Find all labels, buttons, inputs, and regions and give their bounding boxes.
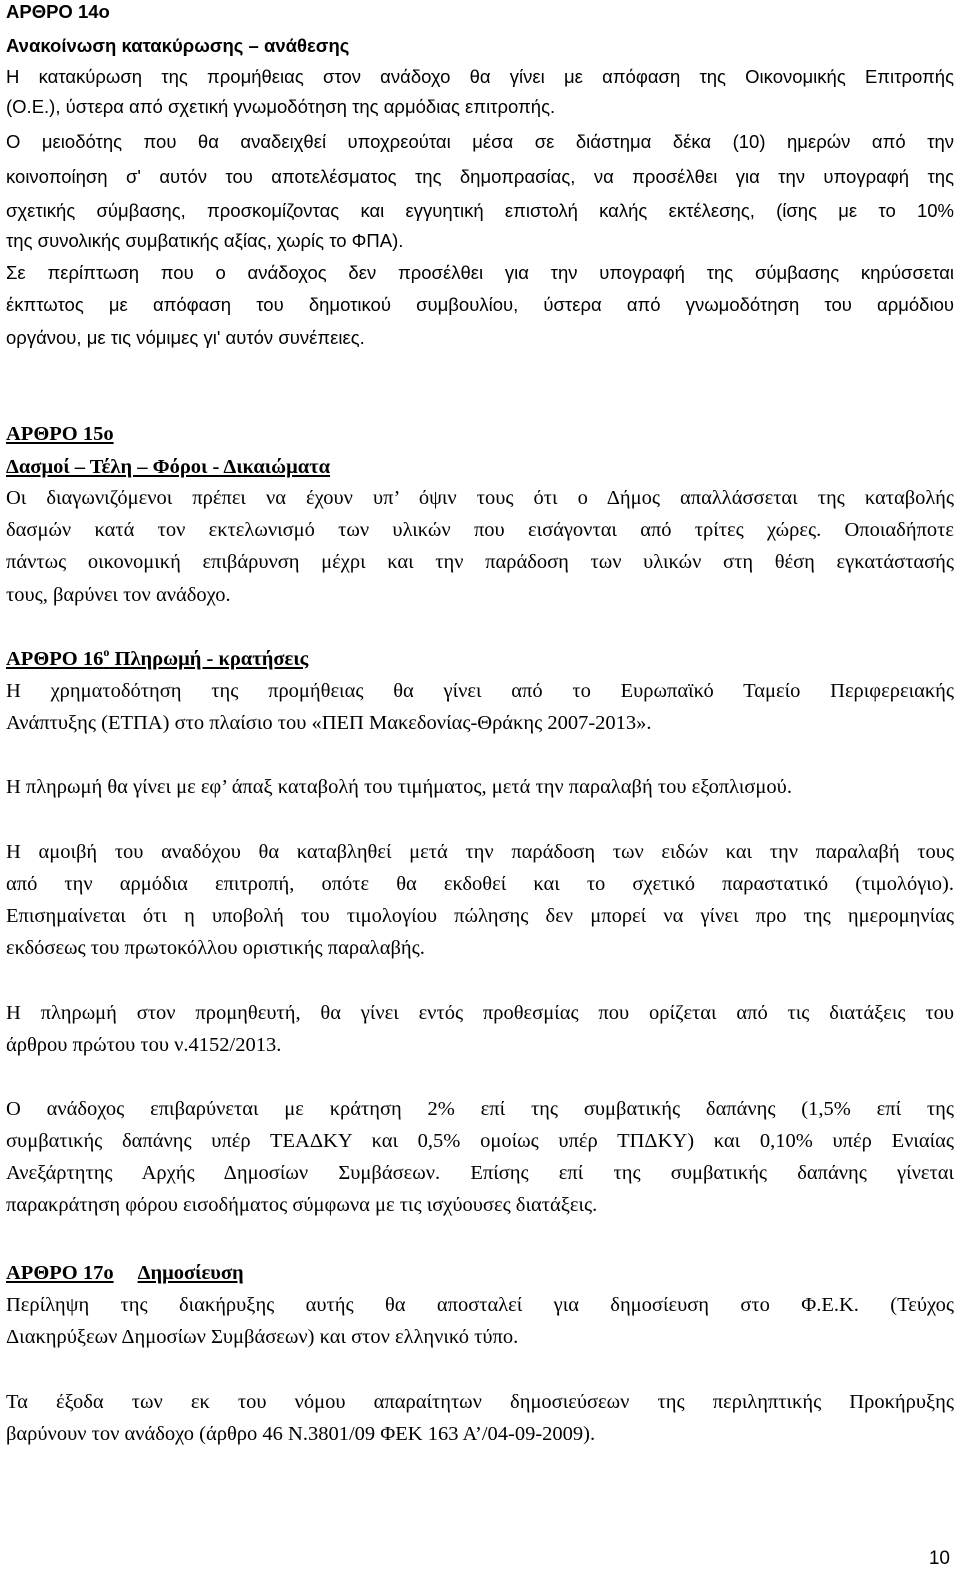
article-17-p2-line: Τα έξοδα των εκ του νόμου απαραίτητων δημοσιεύσεων της περιληπτικής Προκήρυξης bbox=[6, 1391, 954, 1413]
article-16-p3-line: εκδόσεως του πρωτοκόλλου οριστικής παραλαβής. bbox=[6, 937, 425, 959]
article-14-p1-line: Η κατακύρωση της προμήθειας στον ανάδοχο θα γίνει με απόφαση της Οικονομικής Επιτροπής bbox=[6, 66, 954, 87]
article-17-heading bbox=[6, 1262, 244, 1285]
article-15-p1-line: τους, βαρύνει τον ανάδοχο. bbox=[6, 584, 231, 606]
article-17-p2-line: βαρύνουν τον ανάδοχο (άρθρο 46 Ν.3801/09 ΦΕΚ 163 Α’/04-09-2009). bbox=[6, 1423, 596, 1445]
article-17-p1-line: Διακηρύξεων Δημοσίων Συμβάσεων) και στον ελληνικό τύπο. bbox=[6, 1326, 519, 1348]
article-15-title: ΑΡΘΡΟ 15ο bbox=[6, 423, 114, 445]
article-14-p1-line: (Ο.Ε.), ύστερα από σχετική γνωμοδότηση της αρμόδιας επιτροπής. bbox=[6, 96, 556, 117]
article-16-title-text: Πληρωμή - κρατήσεις bbox=[109, 648, 309, 670]
article-15-p1-line: δασμών κατά τον εκτελωνισμό των υλικών που εισάγονται από τρίτες χώρες. Οποιαδήποτε bbox=[6, 519, 954, 541]
article-14-title: ΑΡΘΡΟ 14ο bbox=[6, 1, 110, 22]
article-15-p1-line: πάντως οικονομική επιβάρυνση μέχρι και την παράδοση των υλικών στη θέση εγκατάστασής bbox=[6, 551, 954, 573]
article-16-p3-line: από την αρμόδια επιτροπή, οπότε θα εκδοθεί και το σχετικό παραστατικό (τιμολόγιο). bbox=[6, 873, 954, 895]
article-16-p5-line: Ο ανάδοχος επιβαρύνεται με κράτηση 2% επί της συμβατικής δαπάνης (1,5% επί της bbox=[6, 1098, 954, 1120]
article-14-p2-line: κοινοποίηση σ' αυτόν του αποτελέσματος της δημοπρασίας, να προσέλθει για την υπογραφή της bbox=[6, 166, 954, 187]
article-17-subtitle: Δημοσίευση bbox=[137, 1262, 244, 1284]
article-14-p3-line: έκπτωτος με απόφαση του δημοτικού συμβουλίου, ύστερα από γνωμοδότηση του αρμόδιου bbox=[6, 294, 954, 315]
article-14-p2-line: Ο μειοδότης που θα αναδειχθεί υποχρεούται μέσα σε διάστημα δέκα (10) ημερών από την bbox=[6, 131, 954, 152]
article-15-subtitle: Δασμοί – Τέλη – Φόροι - Δικαιώματα bbox=[6, 456, 331, 478]
article-17-p1-line: Περίληψη της διακήρυξης αυτής θα αποσταλεί για δημοσίευση στο Φ.Ε.Κ. (Τεύχος bbox=[6, 1294, 954, 1316]
article-16-p2-line: Η πληρωμή θα γίνει με εφ’ άπαξ καταβολή του τιμήματος, μετά την παραλαβή του εξοπλισμού. bbox=[6, 776, 792, 798]
article-14-subtitle: Ανακοίνωση κατακύρωσης – ανάθεσης bbox=[6, 35, 350, 56]
article-16-p1-line: Η χρηματοδότηση της προμήθειας θα γίνει από το Ευρωπαϊκό Ταμείο Περιφερειακής bbox=[6, 680, 954, 702]
article-14-p2-line: της συνολικής συμβατικής αξίας, χωρίς το ΦΠΑ). bbox=[6, 230, 404, 251]
article-16-p5-line: Ανεξάρτητης Αρχής Δημοσίων Συμβάσεων. Επίσης επί της συμβατικής δαπάνης γίνεται bbox=[6, 1162, 954, 1184]
article-14-p2-line: σχετικής σύμβασης, προσκομίζοντας και εγγυητική επιστολή καλής εκτέλεσης, (ίσης με το 10% bbox=[6, 200, 954, 221]
article-17-title: ΑΡΘΡΟ 17ο bbox=[6, 1262, 114, 1284]
article-16-p4-line: άρθρου πρώτου του ν.4152/2013. bbox=[6, 1034, 282, 1056]
article-14-p3-line: Σε περίπτωση που ο ανάδοχος δεν προσέλθει για την υπογραφή της σύμβασης κηρύσσεται bbox=[6, 262, 954, 283]
article-16-p3-line: Η αμοιβή του αναδόχου θα καταβληθεί μετά την παράδοση των ειδών και την παραλαβή τους bbox=[6, 841, 954, 863]
article-15-p1-line: Οι διαγωνιζόμενοι πρέπει να έχουν υπ’ όψιν τους ότι ο Δήμος απαλλάσσεται της καταβολής bbox=[6, 487, 954, 509]
article-16-title-ordinal: ο bbox=[103, 645, 110, 659]
article-16-title-number: ΑΡΘΡΟ 16 bbox=[6, 648, 104, 670]
article-16-p1-line: Ανάπτυξης (ΕΤΠΑ) στο πλαίσιο του «ΠΕΠ Μακεδονίας-Θράκης 2007-2013». bbox=[6, 712, 652, 734]
article-16-p5-line: συμβατικής δαπάνης υπέρ ΤΕΑΔΚΥ και 0,5% ομοίως υπέρ ΤΠΔΚΥ) και 0,10% υπέρ Ενιαίας bbox=[6, 1130, 954, 1152]
article-16-p4-line: Η πληρωμή στον προμηθευτή, θα γίνει εντός προθεσμίας που ορίζεται από τις διατάξεις του bbox=[6, 1002, 954, 1024]
page-number: 10 bbox=[928, 1548, 950, 1569]
article-16-title bbox=[6, 645, 309, 671]
article-16-p5-line: παρακράτηση φόρου εισοδήματος σύμφωνα με τις ισχύουσες διατάξεις. bbox=[6, 1194, 598, 1216]
article-16-p3-line: Επισημαίνεται ότι η υποβολή του τιμολογίου πώλησης δεν μπορεί να γίνει προ της ημερομηνίας bbox=[6, 905, 954, 927]
article-14-p3-line: οργάνου, με τις νόμιμες γι' αυτόν συνέπειες. bbox=[6, 327, 365, 348]
